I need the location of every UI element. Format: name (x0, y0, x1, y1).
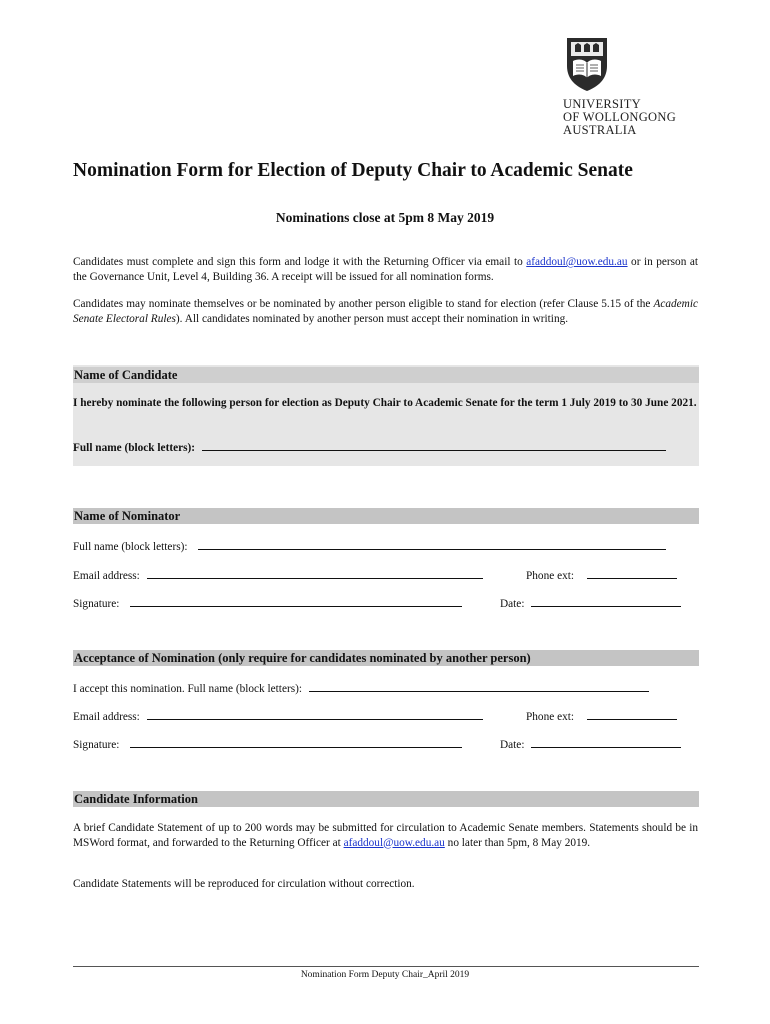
nominator-fullname-label: Full name (block letters): (73, 541, 188, 553)
nominator-fullname-input[interactable] (198, 538, 666, 550)
acceptance-section-header: Acceptance of Nomination (only require for candidates nominated by another person) (73, 650, 699, 666)
candidate-info-p1-text-b: no later than 5pm, 8 May 2019. (444, 836, 591, 849)
logo-text (563, 98, 703, 137)
nominator-email-input[interactable] (147, 567, 483, 579)
acceptance-date-row (500, 736, 681, 752)
acceptance-phone-row (526, 708, 677, 724)
nominator-email-row (73, 567, 483, 583)
candidate-fullname-row (73, 439, 666, 455)
acceptance-email-input[interactable] (147, 708, 483, 720)
candidate-info-p1-text-a: A brief Candidate Statement of up to 200 words may be submitted for circulation to Academic Senate members. Statements should be in MSWord format, and forwarded to the Returning Officer at (73, 822, 698, 849)
nominator-email-label: Email address: (73, 570, 140, 582)
acceptance-phone-label: Phone ext: (526, 711, 575, 723)
nominator-signature-label: Signature: (73, 598, 120, 610)
nominator-signature-row (73, 595, 462, 611)
acceptance-fullname-row (73, 680, 649, 696)
candidate-nomination-statement: I hereby nominate the following person for election as Deputy Chair to Academic Senate for the term 1 July 2019 to 30 June 2021. (73, 397, 697, 409)
acceptance-email-row (73, 708, 483, 724)
intro-paragraph-2 (73, 297, 698, 326)
acceptance-signature-row (73, 736, 462, 752)
acceptance-signature-input[interactable] (130, 736, 462, 748)
logo-line-2: OF WOLLONGONG (563, 110, 677, 124)
nominator-date-input[interactable] (531, 595, 681, 607)
intro-p2-text-b: ). All candidates nominated by another person must accept their nomination in writing. (175, 312, 569, 325)
candidate-info-section-header: Candidate Information (73, 791, 699, 807)
intro-p1-text-b: or in person at the Governance Unit, Level 4, Building 36. A receipt will be issued for all nomination forms. (73, 256, 698, 283)
nominator-section-header: Name of Nominator (73, 508, 699, 524)
deadline-subtitle: Nominations close at 5pm 8 May 2019 (275, 210, 495, 225)
acceptance-date-input[interactable] (531, 736, 681, 748)
candidate-fullname-input[interactable] (202, 439, 666, 451)
footer-divider (73, 966, 699, 967)
nominator-phone-row (526, 567, 677, 583)
acceptance-signature-label: Signature: (73, 739, 120, 751)
crest-icon (563, 36, 611, 92)
returning-officer-email-link[interactable]: afaddoul@uow.edu.au (526, 256, 628, 268)
page-title: Nomination Form for Election of Deputy Chair to Academic Senate (73, 160, 633, 181)
electoral-rules-title: Academic Senate Electoral Rules (73, 298, 698, 325)
nominator-date-row (500, 595, 681, 611)
nominator-date-label: Date: (500, 598, 525, 610)
nominator-fullname-row (73, 538, 666, 554)
logo-line-1: UNIVERSITY (563, 97, 641, 111)
candidate-fullname-label: Full name (block letters): (73, 442, 196, 454)
acceptance-fullname-input[interactable] (309, 680, 649, 692)
candidate-section-header: Name of Candidate (73, 367, 699, 383)
acceptance-date-label: Date: (500, 739, 525, 751)
footer-text: Nomination Form Deputy Chair_April 2019 (300, 970, 470, 980)
candidate-info-paragraph-1 (73, 821, 698, 850)
intro-paragraph-1 (73, 255, 698, 284)
nominator-signature-input[interactable] (130, 595, 462, 607)
intro-p2-text-a: Candidates may nominate themselves or be nominated by another person eligible to stand for election (refer Clause 5.15 of the (73, 298, 654, 310)
candidate-info-email-link[interactable]: afaddoul@uow.edu.au (343, 836, 445, 849)
acceptance-phone-input[interactable] (587, 708, 677, 720)
candidate-info-paragraph-2: Candidate Statements will be reproduced for circulation without correction. (73, 878, 415, 890)
university-logo (563, 36, 703, 144)
nominator-phone-label: Phone ext: (526, 570, 575, 582)
acceptance-fullname-label: I accept this nomination. Full name (block letters): (73, 683, 303, 695)
nominator-phone-input[interactable] (587, 567, 677, 579)
acceptance-email-label: Email address: (73, 711, 140, 723)
logo-line-3: AUSTRALIA (563, 123, 637, 137)
intro-p1-text-a: Candidates must complete and sign this form and lodge it with the Returning Officer via email to (73, 256, 527, 268)
